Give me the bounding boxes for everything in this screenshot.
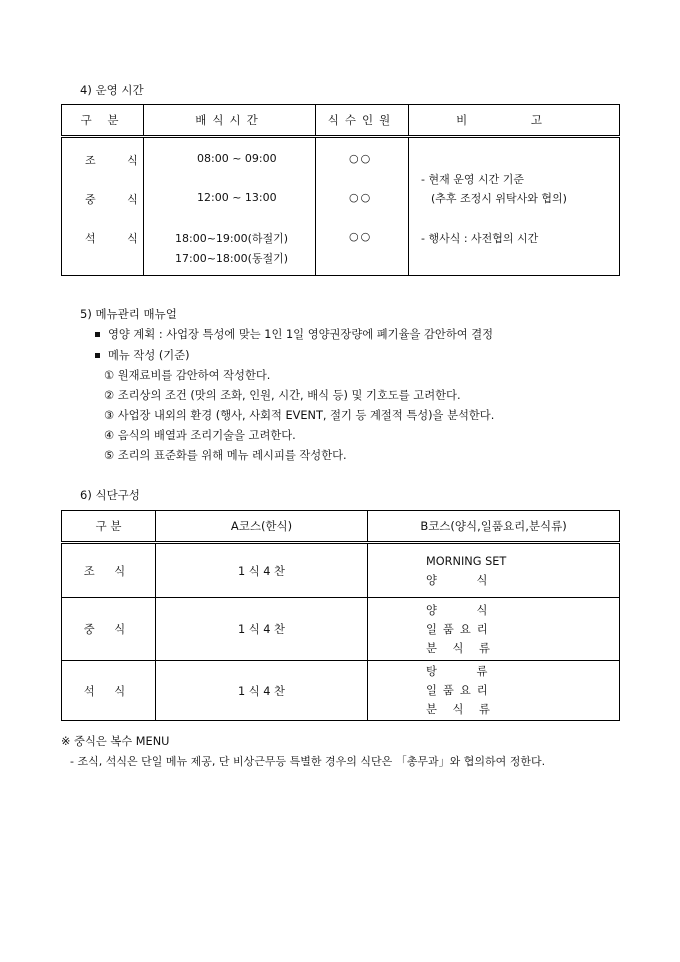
- menu-rule-3: ③ 사업장 내외의 환경 (행사, 사회적 EVENT, 절기 등 계절적 특성)을 분석한다.: [104, 409, 495, 422]
- square-bullet-icon: [95, 332, 100, 337]
- course-b-dinner: [368, 661, 620, 721]
- section4-title: 4) 운영 시간: [80, 83, 144, 97]
- time-column: [144, 137, 316, 276]
- course-b-item: 양 식: [426, 603, 506, 617]
- time-dinner-winter: 17:00~18:00(동절기): [175, 252, 289, 265]
- header-serving-time: 배식시간: [144, 105, 316, 137]
- bullet-nutrition: [95, 326, 493, 342]
- header-meal-count: 식수인원: [316, 105, 409, 137]
- course-b-item: 일품요리: [426, 684, 494, 697]
- meal-dinner: 석 식: [62, 661, 156, 721]
- course-a-dinner: 1 식 4 찬: [156, 661, 368, 721]
- table-row: [62, 661, 620, 721]
- course-b-breakfast: [368, 543, 620, 598]
- meal-dinner: 석 식: [85, 232, 152, 245]
- menu-composition-table: [61, 510, 620, 721]
- course-a-lunch: 1 식 4 찬: [156, 598, 368, 661]
- remark-adjust: (추후 조정시 위탁사와 협의): [431, 192, 567, 205]
- bullet-menu-text: 메뉴 작성 (기준): [108, 349, 190, 362]
- menu-rule-5: ⑤ 조리의 표준화를 위해 메뉴 레시피를 작성한다.: [104, 449, 347, 462]
- remark-current: - 현재 운영 시간 기준: [421, 173, 524, 186]
- course-b-item: 분 식 류: [426, 703, 496, 716]
- table-row: [62, 598, 620, 661]
- course-a-breakfast: 1 식 4 찬: [156, 543, 368, 598]
- footnote-lunch: ※ 중식은 복수 MENU: [61, 735, 170, 748]
- operating-hours-table: [61, 104, 620, 276]
- table-row: [62, 543, 620, 598]
- course-b-item: 분 식 류: [426, 641, 496, 655]
- count-breakfast: ○○: [349, 152, 373, 165]
- header-category: 구 분: [62, 511, 156, 543]
- course-b-item: 양 식: [426, 573, 506, 587]
- time-dinner-summer: 18:00~19:00(하절기): [175, 232, 289, 245]
- header-course-a: A코스(한식): [156, 511, 368, 543]
- footnote-breakfast-dinner: - 조식, 석식은 단일 메뉴 제공, 단 비상근무등 특별한 경우의 식단은 「총무과」와 협의하여 정한다.: [70, 755, 546, 768]
- menu-rule-2: ② 조리상의 조건 (맛의 조화, 인원, 시간, 배식 등) 및 기호도를 고려한다.: [104, 389, 461, 402]
- meal-lunch: 중 식: [62, 598, 156, 661]
- time-breakfast: 08:00 ~ 09:00: [197, 152, 277, 165]
- time-lunch: 12:00 ~ 13:00: [197, 191, 277, 204]
- remark-event: - 행사식 : 사전협의 시간: [421, 232, 539, 245]
- header-course-b: B코스(양식,일품요리,분식류): [420, 519, 567, 533]
- course-b-item: MORNING SET: [426, 554, 507, 568]
- remarks-column: [409, 137, 620, 276]
- count-column: [316, 137, 409, 276]
- section5-title: 5) 메뉴관리 매뉴얼: [80, 307, 177, 321]
- header-category: 구 분: [62, 105, 144, 137]
- menu-rule-4: ④ 음식의 배열과 조리기술을 고려한다.: [104, 429, 296, 442]
- count-lunch: ○○: [349, 191, 373, 204]
- bullet-menu: [95, 347, 189, 363]
- square-bullet-icon: [95, 353, 100, 358]
- section6-title: 6) 식단구성: [80, 488, 140, 502]
- menu-rule-1: ① 원재료비를 감안하여 작성한다.: [104, 369, 271, 382]
- meal-column: [62, 137, 152, 276]
- header-remarks: 비 고: [456, 113, 572, 127]
- meal-breakfast: 조 식: [62, 543, 156, 598]
- course-b-item: 탕 류: [426, 665, 506, 678]
- meal-lunch: 중 식: [85, 193, 152, 206]
- count-dinner: ○○: [349, 230, 373, 243]
- course-b-item: 일품요리: [426, 622, 494, 636]
- meal-breakfast: 조 식: [85, 154, 152, 167]
- bullet-nutrition-text: 영양 계획 : 사업장 특성에 맞는 1인 1일 영양권장량에 폐기율을 감안하여 결정: [108, 328, 494, 341]
- course-b-lunch: [368, 598, 620, 661]
